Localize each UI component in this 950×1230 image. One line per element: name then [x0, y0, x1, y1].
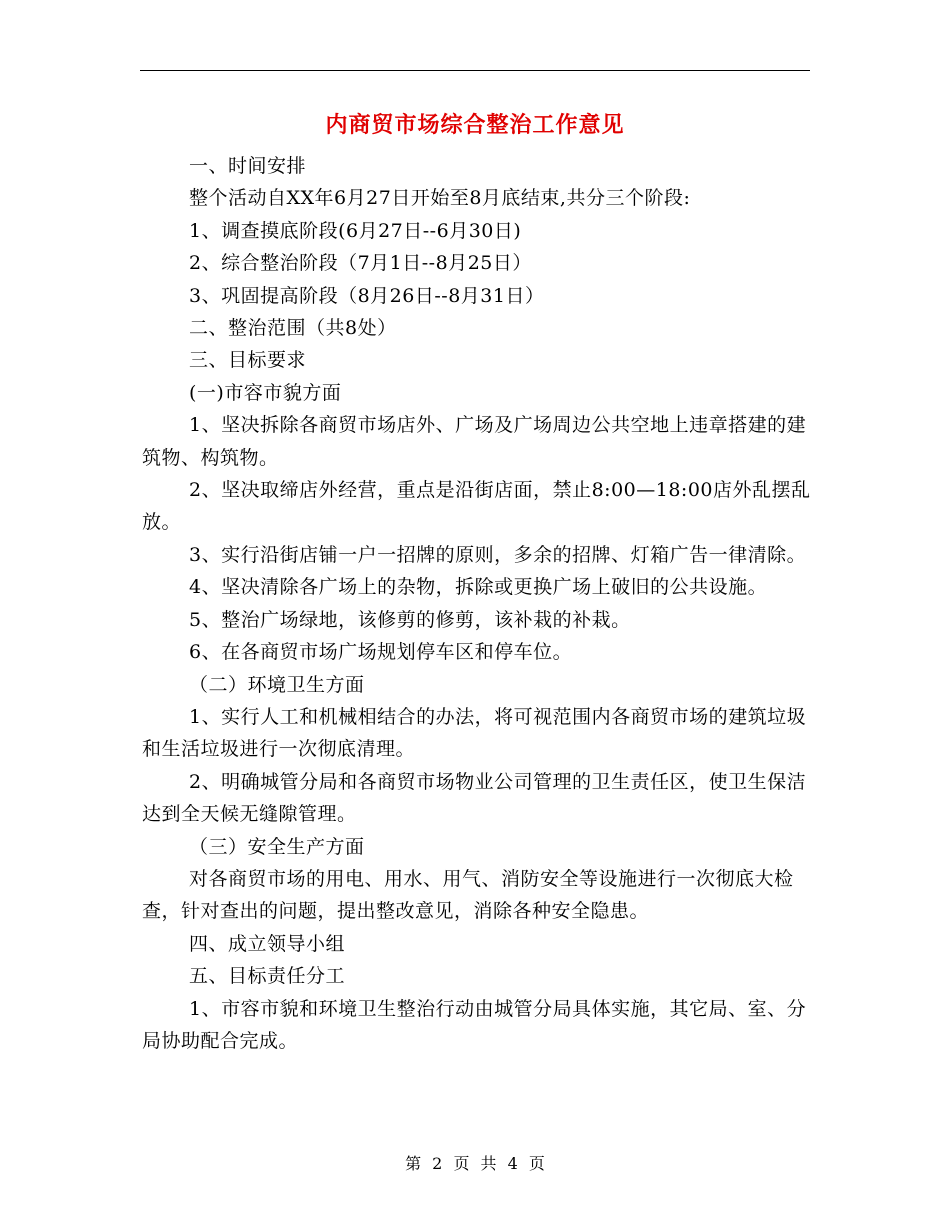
list-item: 2、综合整治阶段（7月1日--8月25日）: [189, 252, 532, 275]
paragraph: 整个活动自XX年6月27日开始至8月底结束,共分三个阶段:: [189, 187, 691, 210]
section-heading-goals: 三、目标要求: [189, 349, 307, 372]
list-item: 1、坚决拆除各商贸市场店外、广场及广场周边公共空地上违章搭建的建筑物、构筑物。: [142, 414, 807, 469]
list-item: 3、巩固提高阶段（8月26日--8月31日）: [189, 284, 545, 307]
list-item: 2、坚决取缔店外经营，重点是沿街店面，禁止8:00—18:00店外乱摆乱放。: [142, 479, 811, 534]
list-item: 1、调查摸底阶段(6月27日--6月30日): [189, 219, 522, 242]
subsection-heading: (一)市容市貌方面: [189, 381, 342, 404]
list-item: 4、坚决清除各广场上的杂物，拆除或更换广场上破旧的公共设施。: [189, 576, 768, 599]
list-item: 2、明确城管分局和各商贸市场物业公司管理的卫生责任区，使卫生保洁达到全天候无缝隙管理。: [142, 770, 807, 826]
document-title: 内商贸市场综合整治工作意见: [325, 112, 625, 138]
header-rule: [140, 70, 810, 71]
list-item: 1、市容市貌和环境卫生整治行动由城管分局具体实施，其它局、室、分局协助配合完成。: [142, 997, 807, 1052]
section-heading-schedule: 一、时间安排: [189, 155, 307, 177]
section-heading-scope: 二、整治范围（共8处）: [189, 317, 397, 340]
subsection-heading: （三）安全生产方面: [189, 835, 365, 858]
subsection-heading: （二）环境卫生方面: [189, 673, 365, 696]
list-item: 1、实行人工和机械相结合的办法，将可视范围内各商贸市场的建筑垃圾和生活垃圾进行一次彻底清理。: [142, 705, 807, 761]
section-heading-responsibility: 五、目标责任分工: [189, 965, 346, 988]
section-heading-leadership: 四、成立领导小组: [189, 932, 346, 955]
page-number: 第 2 页 共 4 页: [405, 1154, 545, 1173]
document-body: [142, 150, 812, 1057]
list-item: 5、整治广场绿地，该修剪的修剪，该补栽的补栽。: [189, 608, 631, 631]
list-item: 3、实行沿街店铺一户一招牌的原则，多余的招牌、灯箱广告一律清除。: [189, 543, 807, 566]
paragraph: 对各商贸市场的用电、用水、用气、消防安全等设施进行一次彻底大检查，针对查出的问题，提出整改意见，消除各种安全隐患。: [142, 867, 794, 923]
list-item: 6、在各商贸市场广场规划停车区和停车位。: [189, 641, 573, 664]
